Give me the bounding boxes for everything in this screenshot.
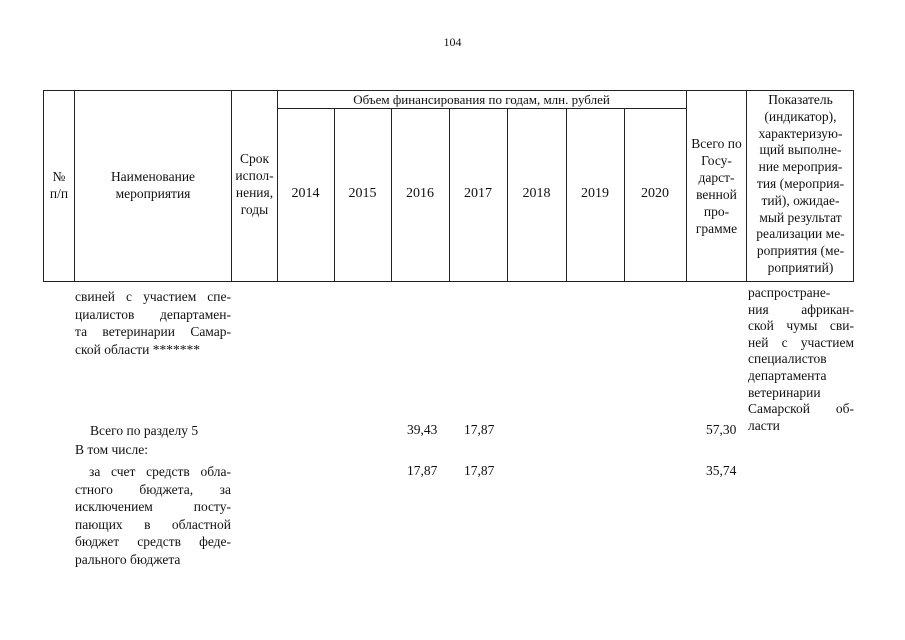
section-total-sum: 57,30 <box>706 422 737 437</box>
year-2016: 2016 <box>406 186 434 201</box>
year-2018: 2018 <box>522 186 551 201</box>
regional-budget-2016: 17,87 <box>407 463 438 478</box>
continued-row-name: свиней с участием спе- циалистов департамен- та ветеринарии Самар- ской области ******* <box>75 289 231 357</box>
col-term-header: Срок испол- нения, годы <box>235 151 274 217</box>
col-indicator-header: Показатель (индикатор), характеризую- щий выполне- ние мероприя- тия (мероприя- тий), ожидае- мый результат реализации ме- роприятия (ме- роприятий) <box>756 92 845 275</box>
regional-budget-label: за счет средств обла- стного бюджета, за исключением посту- пающих в областной бюджет средств феде- рального бюджета <box>75 464 231 567</box>
year-2015: 2015 <box>348 186 377 201</box>
year-2019: 2019 <box>581 186 609 201</box>
col-total-header: Всего по Госу- дарст- венной про- грамме <box>691 136 742 236</box>
section-total-2017: 17,87 <box>464 422 495 437</box>
page-number: 104 <box>443 35 462 49</box>
row-divider <box>277 108 686 109</box>
year-2017: 2017 <box>464 186 492 201</box>
regional-budget-sum: 35,74 <box>706 463 737 478</box>
funding-title: Объем финансирования по годам, млн. рублей <box>353 92 610 107</box>
section-total-2016: 39,43 <box>407 422 438 437</box>
year-2020: 2020 <box>641 186 669 201</box>
regional-budget-2017: 17,87 <box>464 463 495 478</box>
year-2014: 2014 <box>291 186 320 201</box>
col-name-header: Наименование мероприятия <box>110 169 196 201</box>
col-num-header: № п/п <box>49 169 69 201</box>
continued-row-indicator: распростране- ния африкан- ской чумы сви- ней с участием специалистов департамента ветеринарии Самарской об- ласти <box>748 285 854 433</box>
section-total-label: Всего по разделу 5 <box>90 423 199 438</box>
including-label: В том числе: <box>75 442 148 457</box>
